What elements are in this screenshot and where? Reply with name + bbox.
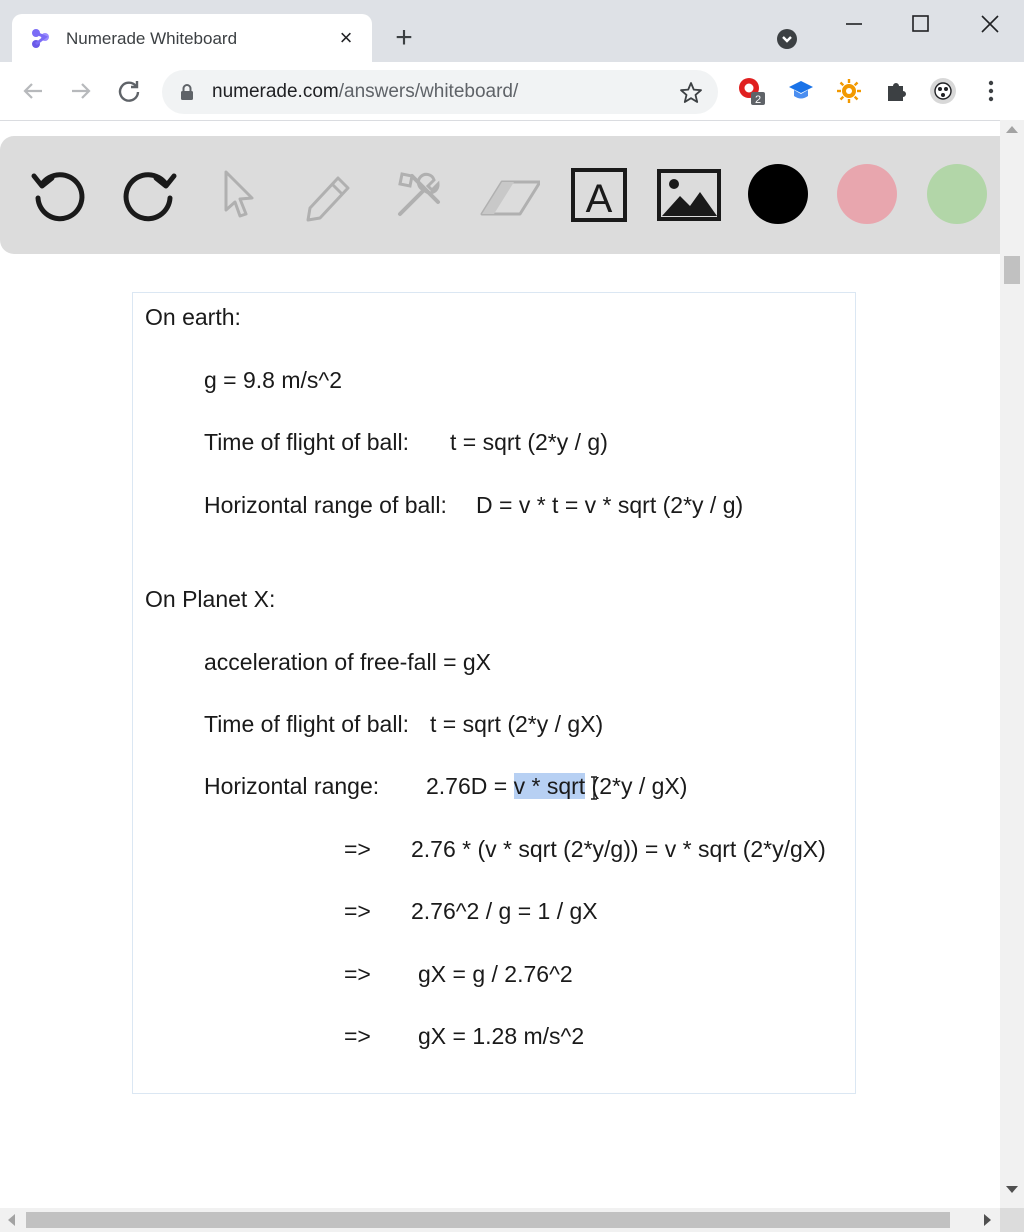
whiteboard-toolbar xyxy=(0,136,1000,254)
scroll-left-arrow-icon[interactable] xyxy=(8,1214,15,1226)
profile-avatar-icon[interactable] xyxy=(928,76,958,106)
tab-title: Numerade Whiteboard xyxy=(66,29,238,48)
scrollbar-corner xyxy=(1000,1208,1024,1232)
planet-time-label: Time of flight of ball: xyxy=(204,711,409,737)
earth-time-label: Time of flight of ball: xyxy=(204,429,409,455)
step3-equation: gX = g / 2.76^2 xyxy=(418,961,573,987)
planet-acceleration-line: acceleration of free-fall = gX xyxy=(204,649,492,675)
scroll-right-arrow-icon[interactable] xyxy=(984,1214,991,1226)
range-rhs: (2*y / gX) xyxy=(585,773,688,799)
lock-icon[interactable] xyxy=(180,83,194,101)
tab-strip xyxy=(0,0,1024,62)
scroll-down-arrow-icon[interactable] xyxy=(1006,1186,1018,1193)
earth-gravity-line: g = 9.8 m/s^2 xyxy=(204,367,342,393)
earth-time-equation: t = sqrt (2*y / g) xyxy=(450,429,608,455)
extension-sun-icon[interactable] xyxy=(834,76,864,106)
pen-icon[interactable] xyxy=(298,164,360,226)
horizontal-scroll-thumb[interactable] xyxy=(26,1212,950,1228)
browser-toolbar xyxy=(0,62,1024,121)
numerade-logo-icon xyxy=(30,28,52,50)
back-icon[interactable] xyxy=(18,76,48,106)
window-close-icon[interactable] xyxy=(976,10,1004,38)
color-swatch-black[interactable] xyxy=(748,164,808,224)
color-swatch-green[interactable] xyxy=(927,164,987,224)
step3-arrow: => xyxy=(344,961,371,987)
selected-text[interactable]: v * sqrt xyxy=(513,773,586,799)
step1-arrow: => xyxy=(344,836,371,862)
extension-graduation-cap-icon[interactable] xyxy=(786,76,816,106)
vertical-scrollbar[interactable] xyxy=(1000,120,1024,1208)
image-tool-icon[interactable] xyxy=(656,164,722,226)
earth-range-label: Horizontal range of ball: xyxy=(204,492,447,518)
url-text[interactable] xyxy=(212,81,518,103)
step2-arrow: => xyxy=(344,898,371,924)
browser-tab[interactable] xyxy=(12,14,372,62)
tools-icon[interactable] xyxy=(388,164,450,226)
reload-icon[interactable] xyxy=(114,76,144,106)
browser-menu-icon[interactable] xyxy=(976,76,1006,106)
new-tab-button[interactable]: + xyxy=(395,21,413,54)
step4-equation: gX = 1.28 m/s^2 xyxy=(418,1023,585,1049)
eraser-icon[interactable] xyxy=(478,164,540,226)
vertical-scroll-thumb[interactable] xyxy=(1004,256,1020,284)
tab-close-icon[interactable]: × xyxy=(339,25,353,50)
bookmark-star-icon[interactable] xyxy=(678,80,704,106)
planet-heading: On Planet X: xyxy=(145,586,276,612)
scroll-up-arrow-icon[interactable] xyxy=(1006,126,1018,133)
horizontal-scrollbar[interactable] xyxy=(0,1208,1000,1232)
extension-badge: 2 xyxy=(754,94,762,106)
forward-icon[interactable] xyxy=(66,76,96,106)
step2-equation: 2.76^2 / g = 1 / gX xyxy=(411,898,598,924)
minimize-icon[interactable] xyxy=(840,14,868,34)
maximize-icon[interactable] xyxy=(906,12,934,36)
range-lhs: 2.76D = xyxy=(426,773,514,799)
step4-arrow: => xyxy=(344,1023,371,1049)
url-host: numerade.com xyxy=(212,81,339,102)
extension-red-icon[interactable] xyxy=(736,76,766,106)
address-bar[interactable] xyxy=(162,70,718,114)
redo-icon[interactable] xyxy=(118,164,180,226)
text-cursor-icon xyxy=(590,776,598,800)
tab-search-icon[interactable] xyxy=(776,28,798,50)
planet-range-equation xyxy=(426,773,687,800)
step1-equation: 2.76 * (v * sqrt (2*y/g)) = v * sqrt (2*y/gX) xyxy=(411,836,826,862)
color-swatch-pink[interactable] xyxy=(837,164,897,224)
text-tool-icon[interactable] xyxy=(568,164,630,226)
planet-range-label: Horizontal range: xyxy=(204,773,380,799)
url-path: /answers/whiteboard/ xyxy=(338,81,519,102)
text-tool-glyph: A xyxy=(585,177,613,221)
planet-time-equation: t = sqrt (2*y / gX) xyxy=(430,711,604,737)
undo-icon[interactable] xyxy=(28,164,90,226)
earth-heading: On earth: xyxy=(145,304,241,330)
select-pointer-icon[interactable] xyxy=(208,164,270,226)
earth-range-equation: D = v * t = v * sqrt (2*y / g) xyxy=(476,492,744,518)
extensions-puzzle-icon[interactable] xyxy=(882,76,912,106)
